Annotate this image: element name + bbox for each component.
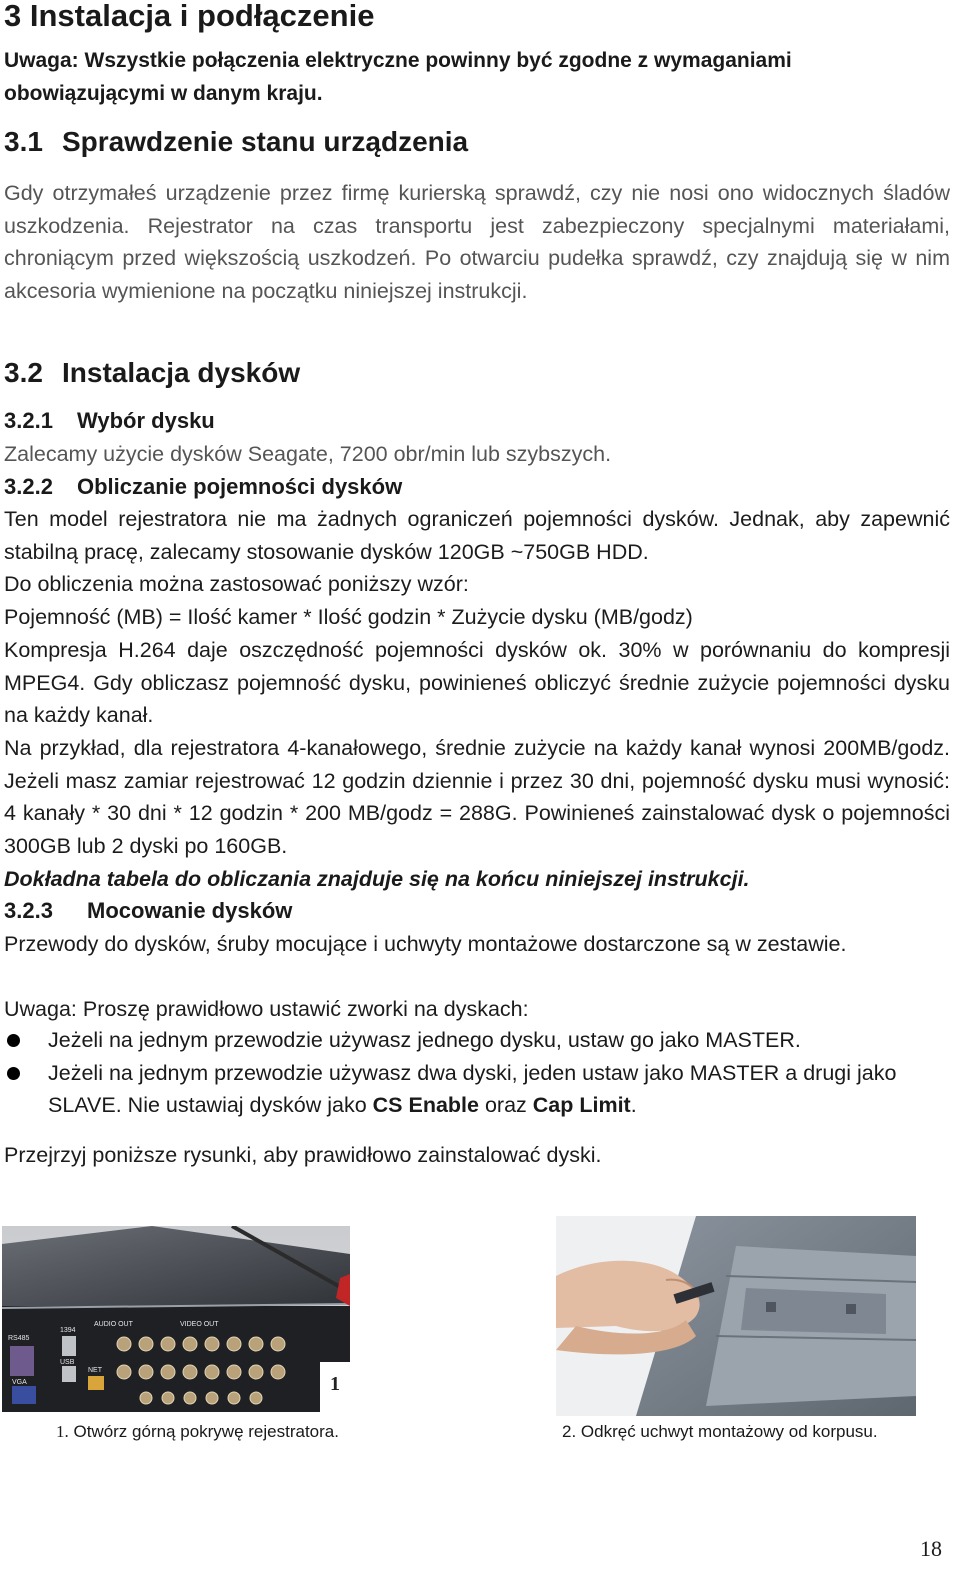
- paragraph-see-figures: Przejrzyj poniższe rysunki, aby prawidłowo zainstalować dyski.: [4, 1143, 602, 1167]
- svg-text:USB: USB: [60, 1359, 75, 1366]
- subsection-number: 3.2.2: [4, 474, 53, 499]
- subsection-title: Wybór dysku: [77, 408, 215, 433]
- paragraph-jumper-note: Uwaga: Proszę prawidłowo ustawić zworki na dyskach:: [4, 997, 529, 1021]
- paragraph-example: Na przykład, dla rejestratora 4-kanałowego, średnie zużycie na każdy kanał wynosi 200MB/godz. Jeżeli masz zamiar rejestrować 12 godzin dziennie i przez 30 dni, pojemność dysku musi wynosić: 4 kanały * 30 dni * 12 godzin * 200 MB/godz = 288G. Powinieneś zainstalować dysk o pojemności 300GB lub 2 dyski po 160GB.: [4, 736, 950, 858]
- paragraph-formula-intro: Do obliczenia można zastosować poniższy wzór:: [4, 572, 469, 596]
- svg-text:AUDIO OUT: AUDIO OUT: [94, 1321, 133, 1328]
- page-number: 18: [920, 1536, 942, 1561]
- bracket-illustration: [556, 1216, 916, 1416]
- jumper-list: [4, 1024, 950, 1122]
- paragraph-disk-choice: Zalecamy użycie dysków Seagate, 7200 obr/min lub szybszych.: [4, 442, 612, 466]
- subsection-title: Sprawdzenie stanu urządzenia: [62, 126, 469, 157]
- figure-caption-2: 2. Odkręć uchwyt montażowy od korpusu.: [562, 1422, 878, 1441]
- figure-caption-1: 1. Otwórz górną pokrywę rejestratora.: [56, 1422, 339, 1441]
- subsection-number: 3.2.3: [4, 898, 53, 923]
- section-title: Instalacja i podłączenie: [29, 0, 375, 33]
- subsection-heading-3-1: [4, 124, 468, 160]
- subsection-number: 3.2: [4, 357, 43, 388]
- figure-marker: 1: [330, 1373, 340, 1395]
- subsection-heading-3-2-2: [4, 470, 402, 503]
- dvr-rear-illustration: [2, 1226, 350, 1412]
- paragraph-device-check: Gdy otrzymałeś urządzenie przez firmę kurierską sprawdź, czy nie nosi ono widocznych śladów uszkodzenia. Rejestrator na czas transportu jest zabezpieczony specjalnymi materiałami, chroniącym przed większością uszkodzeń. Po otwarciu pudełka sprawdź, czy znajdują się w nim akcesoria wymienione na początku niniejszej instrukcji.: [4, 181, 950, 303]
- svg-text:VGA: VGA: [12, 1379, 27, 1386]
- paragraph-table-note: Dokładna tabela do obliczania znajduje się na końcu niniejszej instrukcji.: [4, 867, 750, 891]
- bullet-icon: [7, 1034, 20, 1047]
- paragraph-formula: Pojemność (MB) = Ilość kamer * Ilość godzin * Zużycie dysku (MB/godz): [4, 605, 693, 629]
- svg-text:VIDEO OUT: VIDEO OUT: [180, 1321, 219, 1328]
- section-number: 3: [4, 0, 22, 33]
- bullet-icon: [7, 1067, 20, 1080]
- subsection-heading-3-2-3: [4, 894, 292, 927]
- figure-dvr-rear-photo: [2, 1226, 350, 1412]
- list-item: Jeżeli na jednym przewodzie używasz dwa dyski, jeden ustaw jako MASTER a drugi jako SLAVE. Nie ustawiaj dysków jako CS Enable oraz Cap Limit.: [4, 1057, 950, 1122]
- figure-bracket-photo: [556, 1216, 916, 1416]
- list-item: Jeżeli na jednym przewodzie używasz jednego dysku, ustaw go jako MASTER.: [4, 1024, 950, 1057]
- subsection-title: Mocowanie dysków: [87, 898, 293, 923]
- svg-text:1394: 1394: [60, 1327, 76, 1334]
- subsection-number: 3.1: [4, 126, 43, 157]
- subsection-number: 3.2.1: [4, 408, 53, 433]
- subsection-title: Instalacja dysków: [62, 357, 301, 388]
- section-warning: Uwaga: Wszystkie połączenia elektryczne powinny być zgodne z wymaganiami obowiązującymi w danym kraju.: [4, 49, 792, 105]
- svg-text:NET: NET: [88, 1367, 102, 1374]
- section-heading: [4, 0, 374, 38]
- paragraph-capacity-intro: Ten model rejestratora nie ma żadnych ograniczeń pojemności dysków. Jednak, aby zapewnić stabilną pracę, zalecamy stosowanie dysków 120GB ~750GB HDD.: [4, 507, 950, 564]
- paragraph-compression: Kompresja H.264 daje oszczędność pojemności dysków ok. 30% w porównaniu do kompresji MPEG4. Gdy obliczasz pojemność dysku, powinieneś obliczyć średnie zużycie pojemności dysku na każdy kanał.: [4, 638, 950, 727]
- subsection-title: Obliczanie pojemności dysków: [77, 474, 403, 499]
- svg-text:RS485: RS485: [8, 1335, 30, 1342]
- subsection-heading-3-2: [4, 355, 300, 391]
- subsection-heading-3-2-1: [4, 404, 215, 437]
- paragraph-mounting-kit: Przewody do dysków, śruby mocujące i uchwyty montażowe dostarczone są w zestawie.: [4, 932, 847, 956]
